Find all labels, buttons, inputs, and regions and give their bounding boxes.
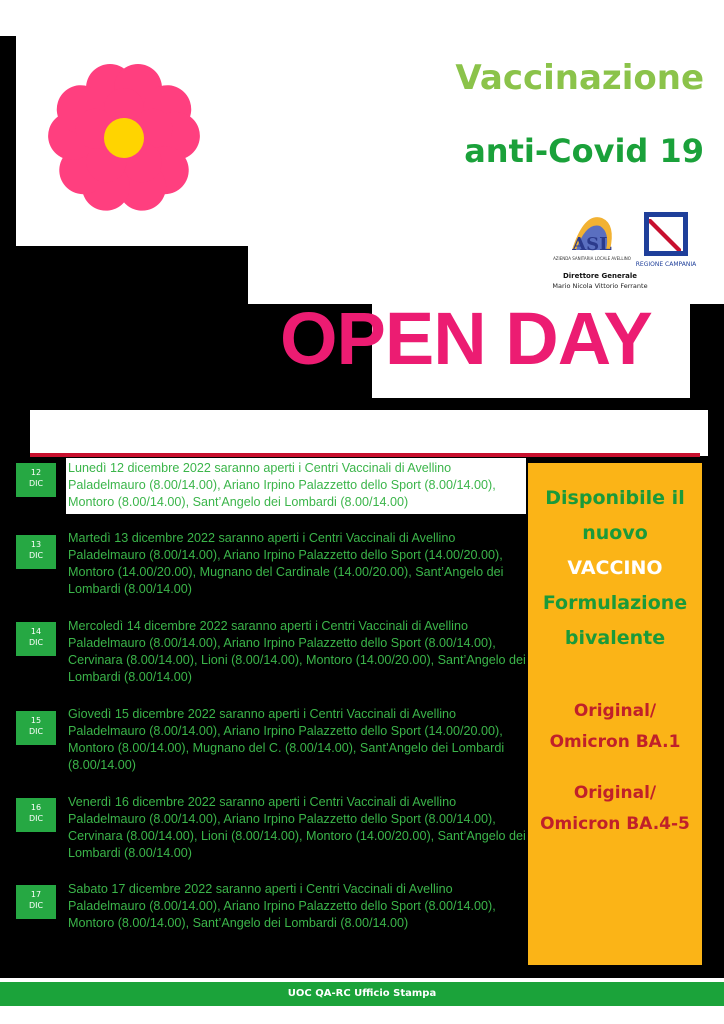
- footer-ufficio-stampa: UOC QA-RC Ufficio Stampa: [0, 982, 724, 1006]
- asl-logo: [553, 210, 631, 266]
- variant-1-line-1: Original/: [573, 701, 657, 721]
- regione-campania-logo: [636, 210, 696, 272]
- date-day: 15: [30, 716, 42, 725]
- white-band: [30, 410, 708, 456]
- date-badge: [16, 798, 56, 832]
- date-badge: [16, 535, 56, 569]
- date-day: 16: [30, 803, 42, 812]
- date-badge: [16, 463, 56, 497]
- date-day: 17: [30, 890, 42, 899]
- director-name: Mario Nicola Vittorio Ferrante: [552, 282, 648, 290]
- title-anti-covid: anti-Covid 19: [464, 132, 704, 170]
- variant-1-line-2: Omicron BA.1: [549, 732, 681, 752]
- region-logo-text: REGIONE CAMPANIA: [635, 261, 697, 268]
- schedule-entry: Giovedì 15 dicembre 2022 saranno aperti i Centri Vaccinali di Avellino Paladelmauro (8.00/14.00), Ariano Irpino Palazzetto dello Sport (14.00/20.00), Montoro (8.00/14.00), Mugnano del C. (8.00/14.00), Sant’Angelo dei Lombardi (8.00/14.00): [68, 707, 505, 772]
- vaccine-info-box: [528, 463, 702, 965]
- side-line-5: bivalente: [564, 627, 666, 649]
- date-month: DIC: [28, 479, 44, 488]
- date-month: DIC: [28, 814, 44, 823]
- side-line-2: nuovo: [582, 522, 648, 544]
- date-badge: [16, 885, 56, 919]
- asl-logo-text: ASL: [572, 234, 612, 255]
- date-month: DIC: [28, 638, 44, 647]
- flower-box: [16, 36, 248, 246]
- side-line-4: Formulazione: [542, 592, 688, 614]
- schedule-entry: Mercoledì 14 dicembre 2022 saranno aperti i Centri Vaccinali di Avellino Paladelmauro (8.00/14.00), Ariano Irpino Palazzetto dello Sport (8.00/14.00), Cervinara (8.00/14.00), Lioni (8.00/14.00), Montoro (14.00/20.00), Sant’Angelo dei Lombardi (8.00/14.00): [68, 619, 526, 684]
- date-day: 13: [30, 540, 42, 549]
- schedule-entry: Sabato 17 dicembre 2022 saranno aperti i Centri Vaccinali di Avellino Paladelmauro (8.00/14.00), Ariano Irpino Palazzetto dello Sport (8.00/14.00), Montoro (8.00/14.00), Sant’Angelo dei Lombardi (8.00/14.00): [68, 882, 496, 930]
- date-month: DIC: [28, 727, 44, 736]
- red-divider: [30, 453, 700, 457]
- date-day: 12: [30, 468, 42, 477]
- date-month: DIC: [28, 551, 44, 560]
- side-line-3: VACCINO: [567, 557, 663, 579]
- date-badge: [16, 622, 56, 656]
- variant-2-line-2: Omicron BA.4-5: [540, 814, 690, 834]
- asl-logo-subtext: AZIENDA SANITARIA LOCALE AVELLINO: [553, 256, 631, 261]
- open-day-headline: OPEN DAY: [280, 297, 652, 380]
- date-badge: [16, 711, 56, 745]
- date-day: 14: [30, 627, 42, 636]
- director-label: Direttore Generale: [562, 272, 638, 280]
- schedule-entry: Lunedì 12 dicembre 2022 saranno aperti i Centri Vaccinali di Avellino Paladelmauro (8.00/14.00), Ariano Irpino Palazzetto dello Sport (8.00/14.00), Montoro (8.00/14.00), Sant’Angelo dei Lombardi (8.00/14.00): [68, 461, 496, 509]
- schedule-entry: Martedì 13 dicembre 2022 saranno aperti i Centri Vaccinali di Avellino Paladelmauro (8.00/14.00), Ariano Irpino Palazzetto dello Sport (14.00/20.00), Montoro (14.00/20.00), Mugnano del Cardinale (14.00/20.00), Sant’Angelo dei Lombardi (8.00/14.00): [68, 531, 504, 596]
- variant-2-line-1: Original/: [573, 783, 657, 803]
- schedule-entry: Venerdì 16 dicembre 2022 saranno aperti i Centri Vaccinali di Avellino Paladelmauro (8.00/14.00), Ariano Irpino Palazzetto dello Sport (8.00/14.00), Cervinara (8.00/14.00), Lioni (8.00/14.00), Montoro (14.00/20.00), Sant’Angelo dei Lombardi (8.00/14.00): [68, 795, 526, 860]
- date-month: DIC: [28, 901, 44, 910]
- side-line-1: Disponibile il: [545, 487, 685, 509]
- title-vaccinazione: Vaccinazione: [455, 58, 704, 98]
- flower-icon: [16, 36, 248, 246]
